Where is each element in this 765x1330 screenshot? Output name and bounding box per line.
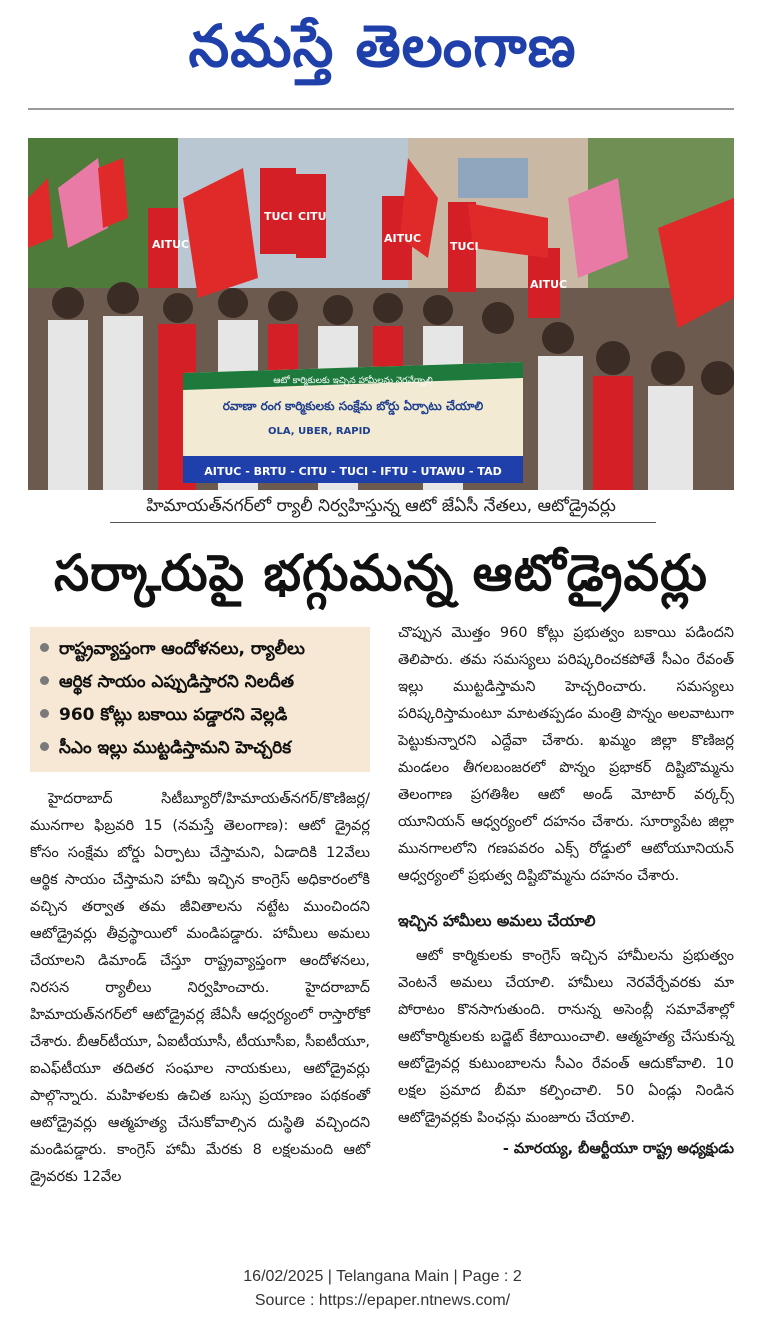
banner-unions: AITUC - BRTU - CITU - TUCI - IFTU - UTAWU - TAD — [204, 465, 502, 478]
caption-underline — [110, 522, 656, 523]
article-column-right — [398, 620, 734, 1163]
masthead-divider — [28, 108, 734, 110]
article-subheading: ఇచ్చిన హామీలు అమలు చేయాలి — [398, 912, 596, 930]
banner-line-3: OLA, UBER, RAPID — [268, 426, 371, 437]
photo-caption: హిమాయత్‌నగర్‌లో ర్యాలీ నిర్వహిస్తున్న ఆటో జేఏసీ నేతలు, ఆటోడ్రైవర్లు — [146, 496, 616, 516]
body-paragraph: చొప్పున మొత్తం 960 కోట్లు ప్రభుత్వం బకాయి పడిందని తెలిపారు. తమ సమస్యలు పరిష్కరించకపోతే సీఎం రేవంత్ ఇల్లు ముట్టడిస్తామని హెచ్చరించారు. సమస్యలు పరిష్కరిస్తామంటూ మాటతప్పడం మంత్రి పొన్నం అలవాటుగా పెట్టుకున్నారని ఎద్దేవా చేశారు. ఖమ్మం జిల్లా కొణిజర్ల మండలం తీగలబంజరలో పొన్నం ప్రభాకర్ దిష్టిబొమ్మను తెలంగాణ ప్రగతిశీల ఆటో అండ్ మోటార్ వర్కర్స్ యూనియన్ ఆధ్వర్యంలో దహనం చేశారు. సూర్యాపేట జిల్లా మునగాలలోని గణపవరం ఎక్స్ రోడ్డులో ఆటోయూనియన్ ఆధ్వర్యంలో ప్రభుత్వ దిష్టిబొమ్మను దహనం చేశారు. — [398, 625, 734, 884]
bullet-icon — [40, 742, 49, 751]
flag-label: AITUC — [152, 238, 190, 251]
protest-banner — [183, 362, 523, 483]
newspaper-title: నమస్తే తెలంగాణ — [188, 12, 577, 80]
flag-label: TUCI — [450, 240, 479, 253]
highlight-item: సీఎం ఇల్లు ముట్టడిస్తామని హెచ్చరిక — [40, 732, 370, 765]
masthead — [0, 0, 765, 100]
highlight-item: 960 కోట్లు బకాయి పడ్డారని వెల్లడి — [40, 699, 370, 732]
flag-label: AITUC — [530, 278, 568, 291]
highlight-item: రాష్ట్రవ్యాప్తంగా ఆందోళనలు, ర్యాలీలు — [40, 633, 370, 666]
news-photo — [28, 138, 734, 490]
flag-label: TUCI — [264, 210, 293, 223]
body-paragraph: హైదరాబాద్ సిటీబ్యూరో/హిమాయత్‌నగర్/కొణిజర్ల/మునగాల ఫిబ్రవరి 15 (నమస్తే తెలంగాణ): ఆటో డ్రైవర్ల కోసం సంక్షేమ బోర్డు ఏర్పాటు చేస్తామని, ఏడాదికి 12వేలు ఆర్థిక సాయం చేస్తామని హామీ ఇచ్చిన కాంగ్రెస్ అధికారంలోకి వచ్చిన తర్వాత తమ జీవితాలను నట్టేట ముంచిందని ఆటోడ్రైవర్లు తీవ్రస్థాయిలో మండిపడ్డారు. హామీలు అమలు చేయాలని డిమాండ్ చేస్తూ రాష్ట్రవ్యాప్తంగా ఆందోళనలు, నిరసన ర్యాలీలు నిర్వహించారు. హైదరాబాద్ హిమాయత్‌నగర్‌లో ఆటోడ్రైవర్ల జేఏసీ ఆధ్వర్యంలో రాస్తారోకో చేశారు. బీఆర్‌టీయూ, ఏఐటీయూసీ, టీయూసీఐ, సీఐటీయూ, ఐఎఫ్‌టీయూ తదితర సంఘాల నాయకులు, ఆటోడ్రైవర్లు పాల్గొన్నారు. మహిళలకు ఉచిత బస్సు ప్రయాణం పథకంతో ఆటోడ్రైవర్లు ఆత్మహత్య చేసుకోవాల్సిన దుస్థితి వచ్చిందని మండిపడ్డారు. కాంగ్రెస్ హామీ మేరకు 8 లక్షలమంది ఆటో డ్రైవరకు 12వేల — [30, 791, 370, 1185]
banner-line-1: ఆటో కార్మికులకు ఇచ్చిన హామీలను నెరవేర్చాలి — [273, 376, 433, 386]
highlight-item: ఆర్థిక సాయం ఎప్పుడిస్తారని నిలదీత — [40, 666, 370, 699]
bullet-icon — [40, 676, 49, 685]
article-headline: సర్కారుపై భగ్గుమన్న ఆటోడ్రైవర్లు — [54, 544, 708, 602]
article-column-left — [30, 786, 370, 1191]
banner-line-2: రవాణా రంగ కార్మికులకు సంక్షేమ బోర్డు ఏర్పాటు చేయాలి — [222, 399, 484, 413]
flag-label: AITUC — [384, 232, 422, 245]
page-footer-source: Source : https://epaper.ntnews.com/ — [254, 1292, 511, 1309]
bullet-icon — [40, 643, 49, 652]
body-paragraph: ఆటో కార్మికులకు కాంగ్రెస్ ఇచ్చిన హామీలను ప్రభుత్వం వెంటనే అమలు చేయాలి. హామీలు నెరవేర్చేవరకు మా పోరాటం కొనసాగుతుంది. రానున్న అసెంబ్లీ సమావేశాల్లో ఆటోకార్మికులకు బడ్జెట్ కేటాయించాలి. ఆత్మహత్య చేసుకున్న ఆటోడ్రైవర్ల కుటుంబాలను సీఎం రేవంత్ ఆదుకోవాలి. 10 లక్షల ప్రమాద బీమా కల్పించాలి. 50 ఏండ్లు నిండిన ఆటోడ్రైవర్లకు పింఛన్లు మంజూరు చేయాలి. — [398, 948, 734, 1126]
highlights-box — [30, 627, 370, 772]
page-footer-date: 16/02/2025 | Telangana Main | Page : 2 — [243, 1268, 522, 1285]
flag-label: CITU — [298, 210, 327, 223]
quote-attribution: - మారయ్య, బీఆర్టీయూ రాష్ట్ర అధ్యక్షుడు — [502, 1141, 734, 1157]
bullet-icon — [40, 709, 49, 718]
